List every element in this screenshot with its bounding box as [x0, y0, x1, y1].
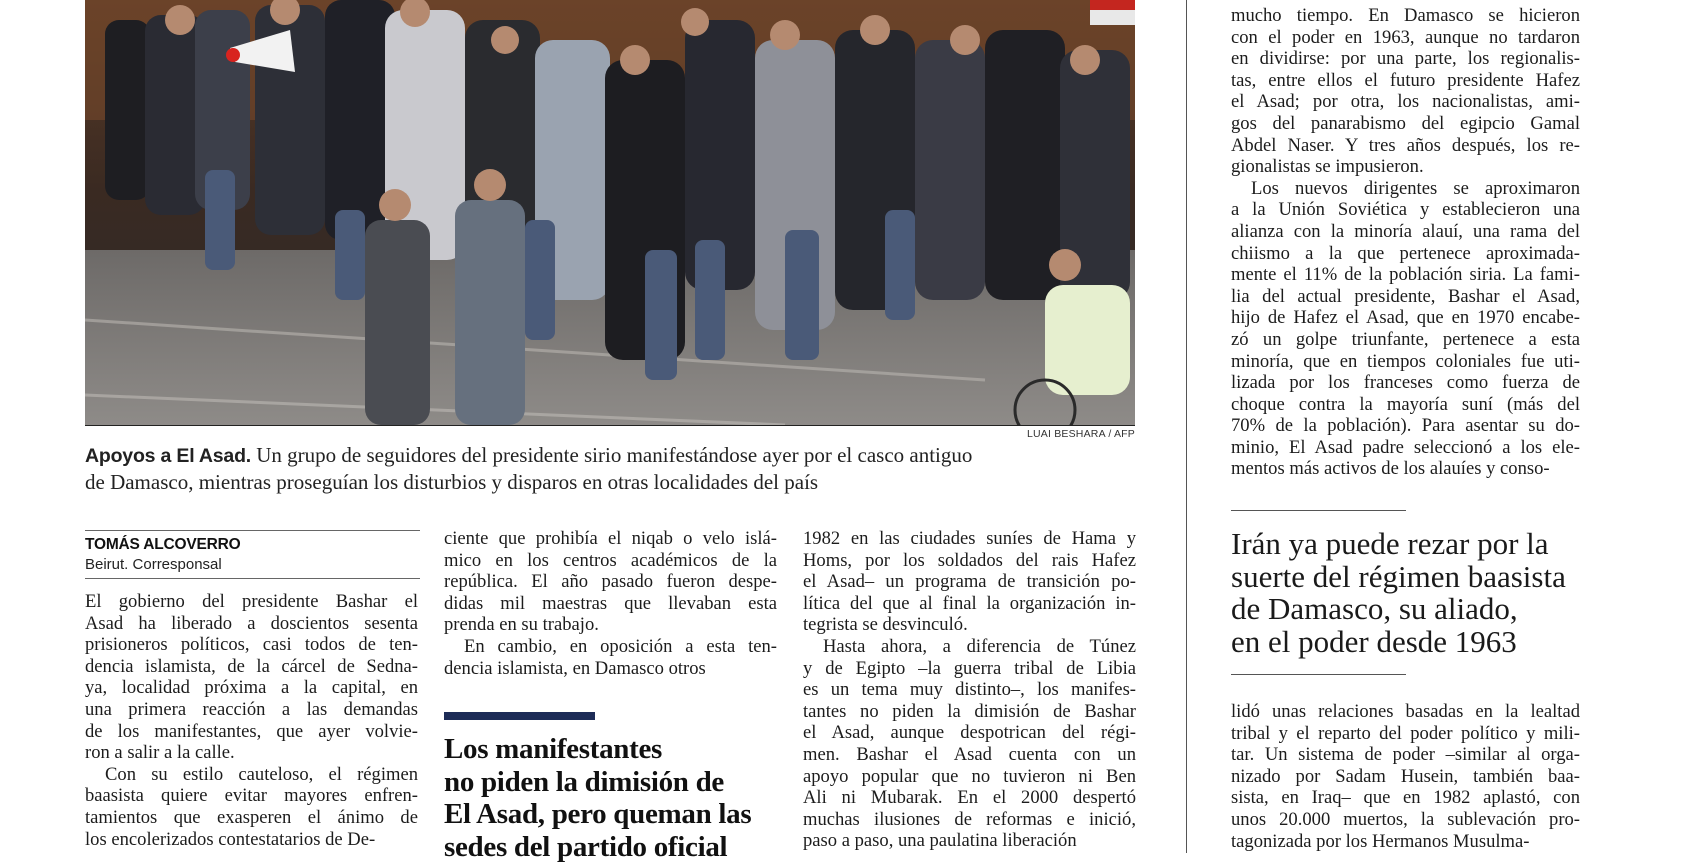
text-line: tantes no piden la dimisión de Bashar	[803, 700, 1136, 722]
text-line: 70% de la población). Para asentar su do-	[1231, 415, 1580, 437]
text-line: lítica del que al final la organización in-	[803, 592, 1136, 614]
text-line: alianza con la minoría alauí, una rama del	[1231, 220, 1580, 242]
text-line: nizado por Sadam Husein, también baa-	[1231, 765, 1580, 787]
pullquote-top-rule	[1231, 510, 1406, 511]
text-line: Homs, por los soldados del rais Hafez	[803, 549, 1136, 571]
text-line: dencia islamista, de la cárcel de Sedna-	[85, 655, 418, 677]
byline-bottom-rule	[85, 578, 420, 579]
article-subheadline	[444, 733, 804, 863]
text-line: de los manifestantes, que ayer volvie-	[85, 720, 418, 742]
text-line: minio, El Asad padre seleccionó a los ele-	[1231, 436, 1580, 458]
pullquote-headline	[1231, 528, 1671, 658]
text-line: minoría, que en tiempos coloniales fue uti-	[1231, 350, 1580, 372]
text-line: república. El año pasado fueron despe-	[444, 571, 777, 593]
text-line: ciente que prohibía el niqab o velo islá-	[444, 528, 777, 549]
text-line: 1982 en las ciudades suníes de Hama y	[803, 528, 1136, 549]
headline-line: sedes del partido oficial	[444, 830, 728, 863]
dateline: Beirut. Corresponsal	[85, 556, 222, 573]
caption-line-1: Un grupo de seguidores del presidente sirio manifestándose ayer por el casco antiguo	[256, 443, 973, 467]
text-line: gos del panarabismo del egipcio Gamal	[1231, 112, 1580, 134]
author-byline: TOMÁS ALCOVERRO	[85, 536, 241, 553]
text-line: el Asad– un programa de transición po-	[803, 571, 1136, 593]
pullquote-bottom-rule	[1231, 674, 1406, 675]
text-line: con el poder en 1963, aunque no tardaron	[1231, 26, 1580, 48]
news-photo	[85, 0, 1135, 426]
text-line: Hasta ahora, a diferencia de Túnez	[823, 635, 1136, 657]
text-line: tagonizada por los Hermanos Musulma-	[1231, 830, 1530, 852]
text-line: choque contra la mayoría suní (más del	[1231, 393, 1580, 415]
text-line: Con su estilo cauteloso, el régimen	[105, 763, 418, 785]
text-line: baasista quiere evitar mayores enfren-	[85, 785, 418, 807]
column-divider	[1186, 0, 1187, 853]
photo-credit: LUAI BESHARA / AFP	[1026, 428, 1135, 440]
text-line: Asad ha liberado a doscientos sesenta	[85, 612, 418, 634]
headline-line: no piden la dimisión de	[444, 765, 724, 798]
headline-line: en el poder desde 1963	[1231, 623, 1517, 659]
text-line: prenda en su trabajo.	[444, 614, 599, 636]
text-line: dencia islamista, en Damasco otros	[444, 657, 706, 679]
text-line: es un tema muy distinto–, los manifes-	[803, 679, 1136, 701]
text-line: y de Egipto –la guerra tribal de Libia	[803, 657, 1136, 679]
text-line: muchas ilusiones de reformas e inició,	[803, 808, 1136, 830]
text-line: En cambio, en oposición a esta ten-	[464, 635, 777, 657]
caption-title: Apoyos a El Asad.	[85, 445, 252, 467]
byline-top-rule	[85, 530, 420, 531]
photo-caption	[85, 442, 1140, 495]
text-line: apoyo popular que no tuvieron ni Ben	[803, 765, 1136, 787]
text-line: en dividirse: por una parte, los regionalis-	[1231, 48, 1580, 70]
text-line: lia del actual presidente, Bashar el Asad,	[1231, 285, 1580, 307]
text-line: men. Bashar el Asad cuenta con un	[803, 743, 1136, 765]
text-line: zó un golpe triunfante, pertenece a esta	[1231, 328, 1580, 350]
text-line: paso a paso, una paulatina liberación	[803, 830, 1077, 852]
text-line: gionalistas se impusieron.	[1231, 156, 1424, 178]
text-line: El gobierno del presidente Bashar el	[85, 591, 418, 612]
text-line: lizada por los franceses como fuerza de	[1231, 372, 1580, 394]
text-line: unos 20.000 muertos, la sublevación pro-	[1231, 808, 1580, 830]
article-column-3	[803, 528, 1136, 852]
text-line: los encolerizados contestatarios de De-	[85, 828, 376, 850]
text-line: tas, entre ellos el futuro presidente Hafez	[1231, 69, 1580, 91]
text-line: mucho tiempo. En Damasco se hicieron	[1231, 5, 1580, 26]
caption-line-2: de Damasco, mientras proseguían los disturbios y disparos en otras localidades del país	[85, 470, 819, 494]
text-line: tribal y el reparto del poder político y mili-	[1231, 722, 1580, 744]
text-line: mentos más activos de los alauíes y conso-	[1231, 458, 1550, 480]
text-line: prisioneros políticos, casi todos de ten-	[85, 634, 418, 656]
text-line: mente el 11% de la población siria. La fami-	[1231, 264, 1580, 286]
headline-line: Irán ya puede rezar por la	[1231, 526, 1549, 561]
headline-accent-bar	[444, 712, 595, 720]
text-line: Los nuevos dirigentes se aproximaron	[1251, 177, 1580, 199]
photo-crowd-march-image	[85, 0, 1135, 425]
text-line: sista, en Iraq– que en 1982 aplastó, con	[1231, 787, 1580, 809]
headline-line: de Damasco, su aliado,	[1231, 591, 1518, 626]
text-line: tegrista se desvinculó.	[803, 614, 968, 636]
article-column-1	[85, 591, 418, 850]
text-line: Ali ni Mubarak. En el 2000 despertó	[803, 787, 1136, 809]
text-line: lidó unas relaciones basadas en la lealtad	[1231, 701, 1580, 722]
article-column-4-continued	[1231, 701, 1580, 852]
text-line: una primera reacción a las demandas	[85, 698, 418, 720]
text-line: a la Unión Soviética y establecieron una	[1231, 199, 1580, 221]
headline-line: suerte del régimen baasista	[1231, 558, 1566, 594]
text-line: mico en los centros académicos de la	[444, 549, 777, 571]
headline-line: Los manifestantes	[444, 733, 663, 765]
text-line: ya, localidad próxima a la capital, en	[85, 677, 418, 699]
text-line: ron a salir a la calle.	[85, 742, 235, 764]
article-column-2	[444, 528, 777, 679]
text-line: didas mil maestras que llevaban esta	[444, 592, 777, 614]
text-line: Abdel Naser. Y tres años después, los re-	[1231, 134, 1580, 156]
article-column-4	[1231, 5, 1580, 480]
text-line: tamientos que exasperen el ánimo de	[85, 806, 418, 828]
text-line: hijo de Hafez el Asad, que en 1970 encabe-	[1231, 307, 1580, 329]
text-line: el Asad; por otra, los nacionalistas, ami-	[1231, 91, 1580, 113]
text-line: el Asad, aunque despotrican del régi-	[803, 722, 1136, 744]
headline-line: El Asad, pero queman las	[444, 798, 752, 831]
text-line: tar. Un sistema de poder –similar al orga-	[1231, 744, 1580, 766]
text-line: chiismo a la que pertenece aproximada-	[1231, 242, 1580, 264]
